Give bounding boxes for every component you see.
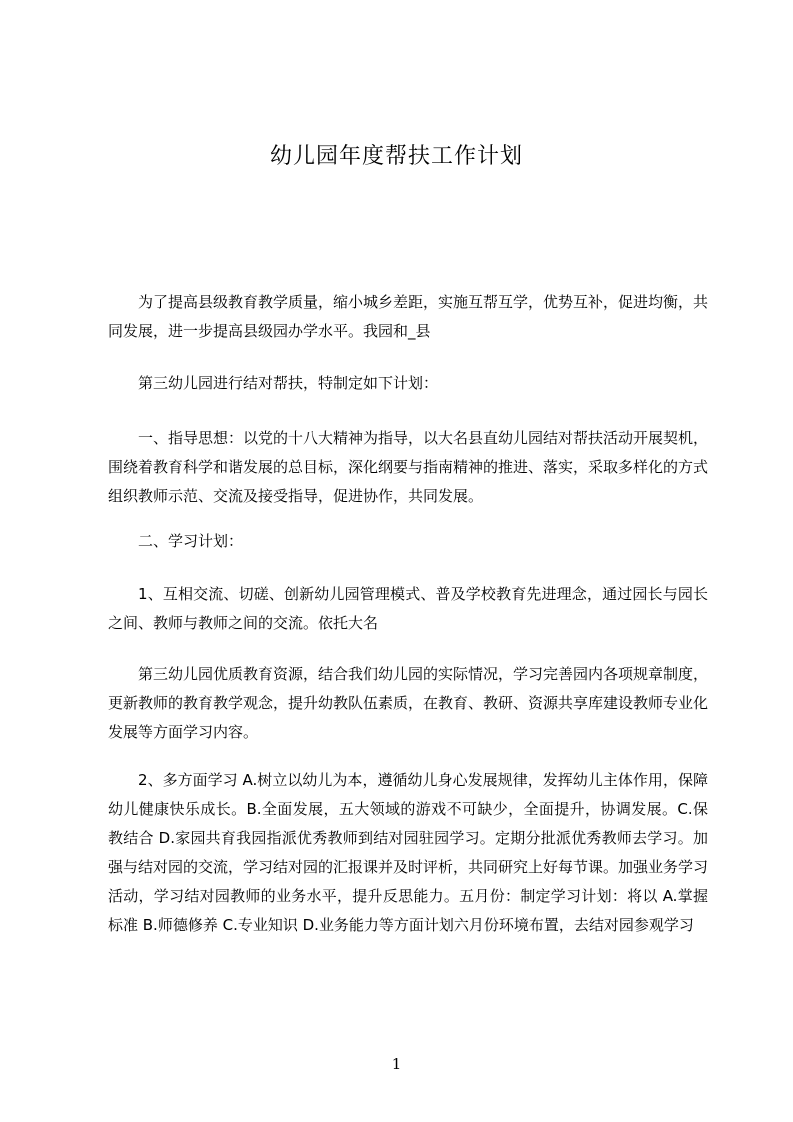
- paragraph-study-plan-heading: 二、学习计划：: [138, 532, 244, 550]
- document-title: 幼儿园年度帮扶工作计划: [269, 144, 523, 169]
- paragraph-study-item-2: 2、多方面学习 A.树立以幼儿为本，遵循幼儿身心发展规律，发挥幼儿主体作用，保障幼儿健康快乐成长。B.全面发展，五大领域的游戏不可缺少，全面提升，协调发展。C.保教结合 D.家园共育我园指派优秀教师到结对园驻园学习。定期分批派优秀教师去学习。加强与结对园的交流，学习结对园的汇报课并及时评析，共同研究上好每节课。加强业务学习活动，学习结对园教师的业务水平，提升反思能力。五月份：制定学习计划：将以 A.掌握标准 B.师德修养 C.专业知识 D.业务能力等方面计划六月份环境布置，去结对园参观学习: [108, 771, 709, 934]
- paragraph-guiding-ideology: 一、指导思想：以党的十八大精神为指导，以大名县直幼儿园结对帮扶活动开展契机，围绕着教育科学和谐发展的总目标，深化纲要与指南精神的推进、落实，采取多样化的方式组织教师示范、交流及接受指导，促进协作，共同发展。: [108, 429, 709, 505]
- paragraph-study-item-1: 1、互相交流、切磋、创新幼儿园管理模式、普及学校教育先进理念，通过园长与园长之间、教师与教师之间的交流。依托大名: [108, 585, 708, 632]
- paragraph-study-item-1-continued: 第三幼儿园优质教育资源，结合我们幼儿园的实际情况，学习完善园内各项规章制度，更新教师的教育教学观念，提升幼教队伍素质，在教育、教研、资源共享库建设教师专业化发展等方面学习内容。: [108, 665, 709, 741]
- paragraph-intro: 为了提高县级教育教学质量，缩小城乡差距，实施互帮互学，优势互补，促进均衡，共同发展，进一步提高县级园办学水平。我园和_县: [108, 293, 709, 340]
- paragraph-intro-continued: 第三幼儿园进行结对帮扶，特制定如下计划：: [138, 374, 439, 392]
- page-number: 1: [391, 1055, 402, 1073]
